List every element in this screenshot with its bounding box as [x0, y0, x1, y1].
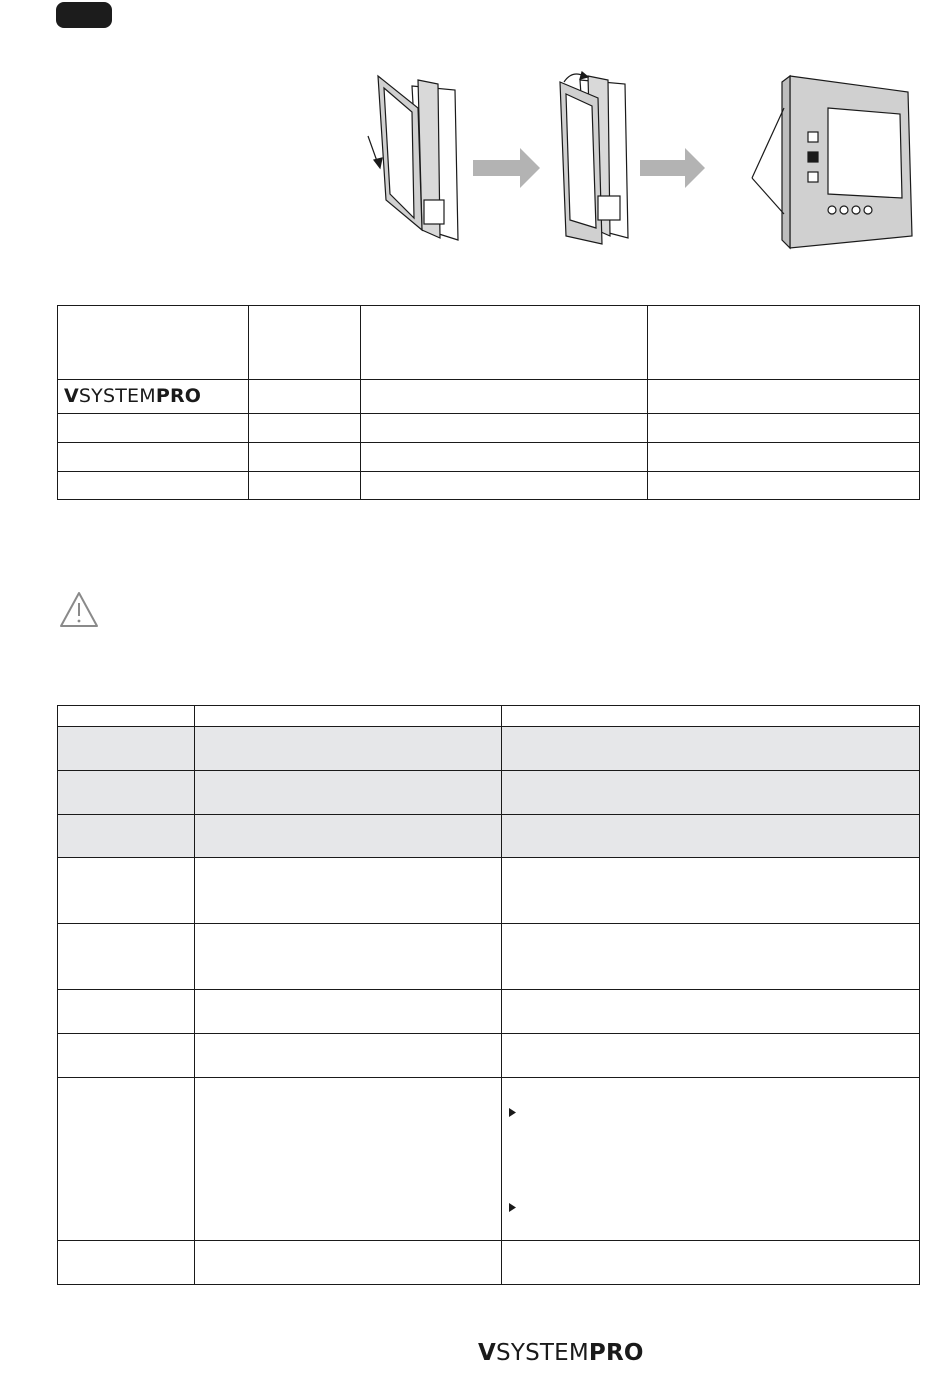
table-cell [194, 1034, 502, 1078]
table-cell [502, 924, 920, 990]
table-row [58, 472, 920, 500]
table-cell [360, 472, 648, 500]
header-cell [58, 306, 249, 380]
step1-panel [368, 76, 458, 240]
table-cell [194, 1078, 502, 1241]
table-cell [58, 1034, 195, 1078]
table-row [58, 380, 920, 414]
table-cell [248, 414, 360, 443]
logo-cell [58, 380, 249, 414]
troubleshooting-table [57, 705, 920, 1285]
table-cell [502, 815, 920, 858]
header-cell [502, 706, 920, 727]
table-cell [58, 443, 249, 472]
table-cell [58, 924, 195, 990]
header-cell [194, 706, 502, 727]
table-row [58, 815, 920, 858]
table-row [58, 727, 920, 771]
step-arrow-1 [473, 148, 540, 188]
table-cell [648, 380, 920, 414]
step-arrow-2 [640, 148, 705, 188]
table-cell [194, 990, 502, 1034]
footer-vsystempro-logo: VSYSTEMPRO [478, 1340, 644, 1366]
table-cell [58, 815, 195, 858]
warning-triangle-icon [58, 590, 100, 630]
table-cell [502, 1241, 920, 1285]
table-cell [58, 1078, 195, 1241]
table-cell [58, 1241, 195, 1285]
table-row [58, 1078, 920, 1241]
section-tag [56, 2, 112, 28]
step3-monitor [752, 76, 912, 248]
table-cell [194, 771, 502, 815]
table-cell [360, 443, 648, 472]
table-cell [502, 771, 920, 815]
table-cell [194, 815, 502, 858]
table-cell [248, 472, 360, 500]
table-cell [58, 414, 249, 443]
table-cell [502, 1078, 920, 1241]
table-cell [58, 858, 195, 924]
table-cell [248, 380, 360, 414]
table-row [58, 1034, 920, 1078]
table-cell [194, 1241, 502, 1285]
table-cell [248, 443, 360, 472]
vsystempro-logo: VSYSTEMPRO [64, 384, 202, 407]
table-cell [648, 414, 920, 443]
header-cell [58, 706, 195, 727]
table-cell [58, 990, 195, 1034]
step2-panel [560, 72, 628, 244]
table-row [58, 924, 920, 990]
table-cell [502, 858, 920, 924]
table-row [58, 990, 920, 1034]
table-cell [360, 380, 648, 414]
header-cell [648, 306, 920, 380]
triangle-right-bullet-icon [509, 1203, 517, 1212]
table-cell [502, 1034, 920, 1078]
table-header-row [58, 706, 920, 727]
table-header-row [58, 306, 920, 380]
table-row [58, 1241, 920, 1285]
table-cell [648, 443, 920, 472]
table-cell [194, 727, 502, 771]
table-row [58, 414, 920, 443]
table-cell [194, 924, 502, 990]
table-cell [58, 771, 195, 815]
table-cell [502, 727, 920, 771]
header-cell [248, 306, 360, 380]
table-cell [648, 472, 920, 500]
installation-illustration [360, 68, 920, 258]
table-row [58, 443, 920, 472]
header-cell [360, 306, 648, 380]
table-cell [194, 858, 502, 924]
table-cell [58, 727, 195, 771]
triangle-right-bullet-icon [509, 1108, 517, 1117]
table-cell [58, 472, 249, 500]
table-cell [502, 990, 920, 1034]
table-row [58, 771, 920, 815]
table-cell [360, 414, 648, 443]
specification-table [57, 305, 920, 500]
table-row [58, 858, 920, 924]
